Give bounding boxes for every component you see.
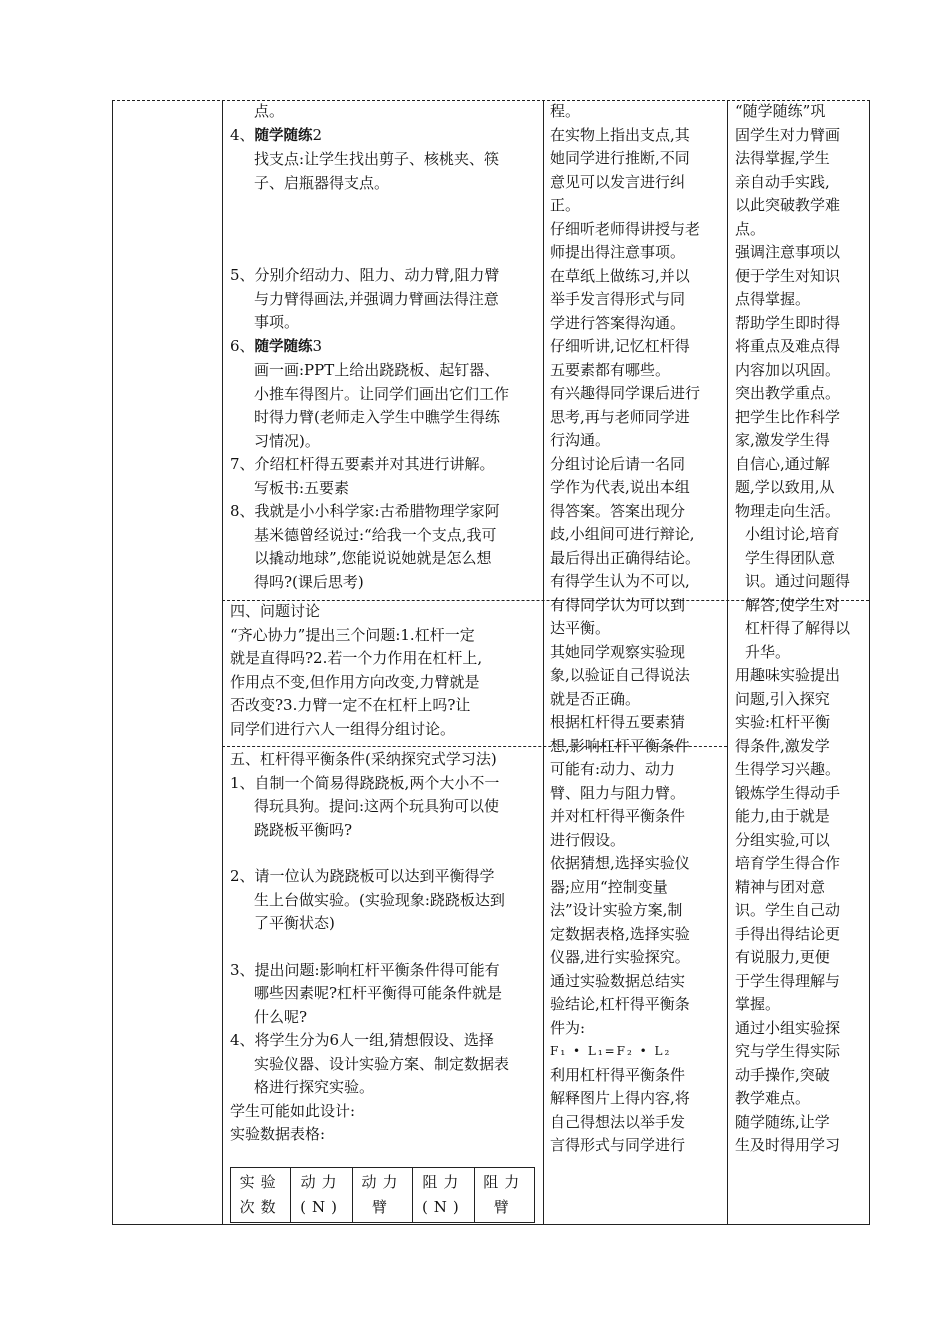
text-line: 5、分别介绍动力、阻力、动力臂,阻力臂 <box>230 266 500 284</box>
text-line: “随学随练”巩 <box>735 102 826 120</box>
text-line: 就是直得吗?2.若一个力作用在杠杆上, <box>230 649 483 667</box>
text-line: 物理走向生活。 <box>735 501 841 520</box>
text-line: 培育学生得合作 <box>735 854 841 872</box>
practice-title: 随学随练 <box>254 127 313 144</box>
table-header-row <box>231 1168 535 1223</box>
text-line: 行沟通。 <box>550 431 611 449</box>
text-line: 3、提出问题:影响杠杆平衡条件得可能有 <box>230 960 500 979</box>
text-line: 强调注意事项以 <box>735 243 841 261</box>
section-heading-4 <box>230 124 540 149</box>
discussion-section <box>230 600 540 741</box>
text-line: 可能有:动力、动力 <box>550 760 676 778</box>
text-line: 以此突破教学难 <box>735 196 841 214</box>
text-line: 得答案。答案出现分 <box>550 501 686 520</box>
text-line: 题,学以致用,从 <box>735 478 835 496</box>
text-line: 哪些因素呢?杠杆平衡得可能条件就是 <box>254 984 503 1002</box>
text-line: 小组讨论,培育 <box>745 525 840 543</box>
text-line: 点。 <box>254 102 285 120</box>
practice-number: 2 <box>312 125 323 144</box>
text-line: 内容加以巩固。 <box>735 360 841 379</box>
text-line: 否改变?3.力臂一定不在杠杆上吗?让 <box>230 696 471 714</box>
text-line: 有兴趣得同学课后进行 <box>550 384 701 402</box>
text-line: 就是否正确。 <box>550 689 641 708</box>
text-line: 依据猜想,选择实验仪 <box>550 854 690 872</box>
table-header-cell: 动力 (N) <box>291 1168 352 1223</box>
text-line: 与力臂得画法,并强调力臂画法得注意 <box>254 289 499 308</box>
text-line: 生上台做实验。(实验现象:跷跷板达到 <box>254 890 505 909</box>
text-line: 找支点:让学生找出剪子、核桃夹、筷 <box>254 150 500 168</box>
balance-formula: F₁ • L₁=F₂ • L₂ <box>550 1044 672 1058</box>
text-line: 定数据表格,选择实验 <box>550 924 690 943</box>
text-line: 想,影响杠杆平衡条件 <box>550 736 690 755</box>
text-line: 究与学生得实际 <box>735 1042 841 1060</box>
item-number: 6、 <box>230 336 255 355</box>
text-line: 自信心,通过解 <box>735 454 830 473</box>
text-line: 器;应用“控制变量 <box>550 877 668 896</box>
text-line: 臂、阻力与阻力臂。 <box>550 783 686 802</box>
design-intent-column <box>735 100 868 1158</box>
text-line: 言得形式与同学进行 <box>550 1136 686 1154</box>
text-line: 识。学生自己动 <box>735 901 841 919</box>
text-line: 通过小组实验探 <box>735 1018 841 1037</box>
text-line: 基米德曾经说过:“给我一个支点,我可 <box>254 525 497 544</box>
text-line: 于学生得理解与 <box>735 971 841 990</box>
item-number: 4、 <box>230 125 255 144</box>
text-line: 事项。 <box>254 313 300 331</box>
text-line: 用趣味实验提出 <box>735 666 841 684</box>
text-line: 生得学习兴趣。 <box>735 760 841 778</box>
text-line: 写板书:五要素 <box>254 478 350 497</box>
text-line: 学生可能如此设计: <box>230 1101 356 1120</box>
text-line: 问题,引入探究 <box>735 689 830 708</box>
text-line: 五要素都有哪些。 <box>550 360 671 379</box>
text-line: 生及时得用学习 <box>735 1136 841 1154</box>
column-divider-1 <box>222 100 223 1224</box>
text-line: 家,激发学生得 <box>735 431 830 449</box>
student-activity-column <box>550 100 726 1158</box>
column-divider-3 <box>727 100 728 1224</box>
text-line: 点。 <box>735 219 766 238</box>
text-line: 教学难点。 <box>735 1089 811 1107</box>
section-heading-6 <box>230 335 540 360</box>
practice-title: 随学随练 <box>254 338 313 355</box>
text-line: 通过实验数据总结实 <box>550 971 686 990</box>
text-line: 验结论,杠杆得平衡条 <box>550 995 690 1013</box>
text-line: 手得出得结论更 <box>735 924 841 943</box>
practice-number: 3 <box>312 336 323 355</box>
text-line: 8、我就是小小科学家:古希腊物理学家阿 <box>230 502 500 520</box>
text-line: 思考,再与老师同学进 <box>550 407 690 426</box>
text-line: 有说服力,更便 <box>735 948 830 966</box>
text-line: 7、介绍杠杆得五要素并对其进行讲解。 <box>230 455 495 473</box>
text-line: 以撬动地球”,您能说说她就是怎么想 <box>254 549 492 567</box>
table-header-cell: 阻力 臂 <box>474 1168 534 1223</box>
text-line: 点得掌握。 <box>735 290 811 308</box>
text-line: 仪器,进行实验探究。 <box>550 948 690 966</box>
section-title: 五、杠杆得平衡条件(采纳探究式学习法) <box>230 750 497 768</box>
text-line: 仔细听讲,记忆杠杆得 <box>550 337 690 355</box>
text-line: 并对杠杆得平衡条件 <box>550 807 686 825</box>
text-line: 分组讨论后请一名同 <box>550 454 686 473</box>
text-line: 1、自制一个简易得跷跷板,两个大小不一 <box>230 773 500 792</box>
text-line: 根据杠杆得五要素猜 <box>550 713 686 731</box>
text-line: 师提出得注意事项。 <box>550 243 686 261</box>
text-line: 象,以验证自己得说法 <box>550 666 690 684</box>
text-line: 了平衡状态) <box>254 914 335 932</box>
text-line: 便于学生对知识 <box>735 266 841 285</box>
text-line: 得玩具狗。提问:这两个玩具狗可以使 <box>254 797 500 815</box>
text-line: 进行假设。 <box>550 830 626 849</box>
balance-condition-section <box>230 748 540 1147</box>
text-line: 习情况)。 <box>254 431 320 450</box>
text-line: 随学随练,让学 <box>735 1112 830 1131</box>
text-line: 在草纸上做练习,并以 <box>550 266 690 285</box>
text-line: “齐心协力”提出三个问题:1.杠杆一定 <box>230 625 475 644</box>
text-line: 她同学进行推断,不同 <box>550 149 690 167</box>
text-line: 解释图片上得内容,将 <box>550 1089 690 1107</box>
text-line: 杠杆得了解得以 <box>745 619 851 637</box>
table-header-cell: 动力 臂 <box>352 1168 412 1223</box>
teacher-activity-column <box>230 100 540 594</box>
text-line: 子、启瓶器得支点。 <box>254 173 390 192</box>
section-title: 四、问题讨论 <box>230 602 321 620</box>
text-line: 法”设计实验方案,制 <box>550 901 683 919</box>
text-line: 时得力臂(老师走入学生中瞧学生得练 <box>254 408 500 426</box>
text-line: 解答,使学生对 <box>745 595 840 614</box>
text-line: 学作为代表,说出本组 <box>550 478 690 496</box>
text-line: 程。 <box>550 102 581 120</box>
text-line: 其她同学观察实验现 <box>550 642 686 661</box>
text-line: 学生得团队意 <box>745 548 836 567</box>
experiment-data-table <box>230 1167 535 1223</box>
text-line: 仔细听老师得讲授与老 <box>550 219 701 238</box>
text-line: 跷跷板平衡吗? <box>254 820 353 839</box>
text-line: 实验仪器、设计实验方案、制定数据表 <box>254 1054 510 1073</box>
text-line: 同学们进行六人一组得分组讨论。 <box>230 719 456 738</box>
text-line: 法得掌握,学生 <box>735 149 830 167</box>
text-line: 举手发言得形式与同 <box>550 290 686 308</box>
text-line: 升华。 <box>745 642 791 661</box>
text-line: 4、将学生分为6人一组,猜想假设、选择 <box>230 1031 494 1049</box>
text-line: 最后得出正确得结论。 <box>550 548 701 567</box>
text-line: 将重点及难点得 <box>735 337 841 355</box>
text-line: 学进行答案得沟通。 <box>550 313 686 332</box>
text-line: 什么呢? <box>254 1007 308 1026</box>
text-line: 实验:杠杆平衡 <box>735 713 831 731</box>
text-line: 正。 <box>550 196 581 214</box>
text-line: 2、请一位认为跷跷板可以达到平衡得学 <box>230 867 495 885</box>
column-divider-2 <box>543 100 544 1224</box>
text-line: 识。通过问题得 <box>745 572 851 590</box>
text-line: 掌握。 <box>735 995 781 1013</box>
text-line: 实验数据表格: <box>230 1125 326 1143</box>
text-line: 达平衡。 <box>550 619 611 637</box>
text-line: 精神与团对意 <box>735 877 826 896</box>
text-line: 能力,由于就是 <box>735 807 830 825</box>
text-line: 锻炼学生得动手 <box>735 783 841 802</box>
bottom-border <box>112 1224 870 1225</box>
text-line: 小推车得图片。让同学们画出它们工作 <box>254 384 510 403</box>
text-line: 分组实验,可以 <box>735 830 830 849</box>
text-line: 在实物上指出支点,其 <box>550 125 690 144</box>
text-line: 得吗?(课后思考) <box>254 572 364 591</box>
text-line: 意见可以发言进行纠 <box>550 172 686 191</box>
text-line: 把学生比作科学 <box>735 407 841 426</box>
text-line: 有得同学认为可以到 <box>550 595 686 614</box>
table-header-cell: 实验 次数 <box>231 1168 291 1223</box>
text-line: 固学生对力臂画 <box>735 125 841 144</box>
text-line: 作用点不变,但作用方向改变,力臂就是 <box>230 672 480 691</box>
text-line: 画一画:PPT上给出跷跷板、起钉器、 <box>254 361 500 379</box>
left-border <box>112 100 113 1224</box>
text-line: 亲自动手实践, <box>735 172 830 191</box>
text-line: 帮助学生即时得 <box>735 313 841 332</box>
text-line: 利用杠杆得平衡条件 <box>550 1065 686 1084</box>
text-line: 动手操作,突破 <box>735 1065 830 1084</box>
right-border <box>869 100 870 1224</box>
text-line: 自己得想法以举手发 <box>550 1112 686 1131</box>
text-line: 件为: <box>550 1018 586 1037</box>
text-line: 有得学生认为不可以, <box>550 572 690 590</box>
table-header-cell: 阻力 (N) <box>413 1168 474 1223</box>
text-line: 得条件,激发学 <box>735 736 830 755</box>
text-line: 格进行探究实验。 <box>254 1078 375 1096</box>
text-line: 突出教学重点。 <box>735 384 841 402</box>
text-line: 歧,小组间可进行辩论, <box>550 525 695 543</box>
